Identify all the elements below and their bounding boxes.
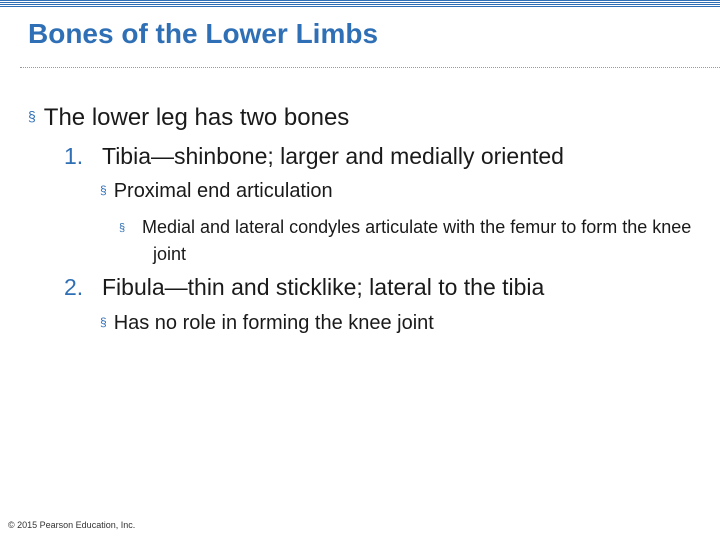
slide-title: Bones of the Lower Limbs <box>28 18 379 49</box>
numbered-item-1 <box>64 143 564 170</box>
title-divider <box>20 67 720 68</box>
item-number-2: 2. <box>64 274 84 300</box>
bullet-square-icon: § <box>100 183 107 197</box>
bullet-square-icon: § <box>28 108 36 124</box>
item1-text: Tibia—shinbone; larger and medially oriented <box>102 143 564 169</box>
item1-sub-text: Proximal end articulation <box>113 180 333 202</box>
item1-subsub-text: Medial and lateral condyles articulate with the femur to form the knee joint <box>142 217 692 264</box>
bullet-level1-text: The lower leg has two bones <box>43 104 350 131</box>
bullet-square-icon: § <box>100 315 107 329</box>
sub-bullet-item2 <box>100 312 434 335</box>
item2-sub-text: Has no role in forming the knee joint <box>113 312 434 334</box>
item-number-1: 1. <box>64 143 84 169</box>
copyright-footer: © 2015 Pearson Education, Inc. <box>8 520 136 530</box>
top-stripe-decoration <box>0 0 720 8</box>
sub-bullet-item1 <box>100 180 333 203</box>
item2-text: Fibula—thin and sticklike; lateral to the tibia <box>102 274 545 300</box>
sub-sub-bullet-item1: § Medial and lateral condyles articulate with the femur to form the knee joint <box>119 217 692 264</box>
numbered-item-2 <box>64 274 544 301</box>
bullet-level1 <box>28 104 349 132</box>
